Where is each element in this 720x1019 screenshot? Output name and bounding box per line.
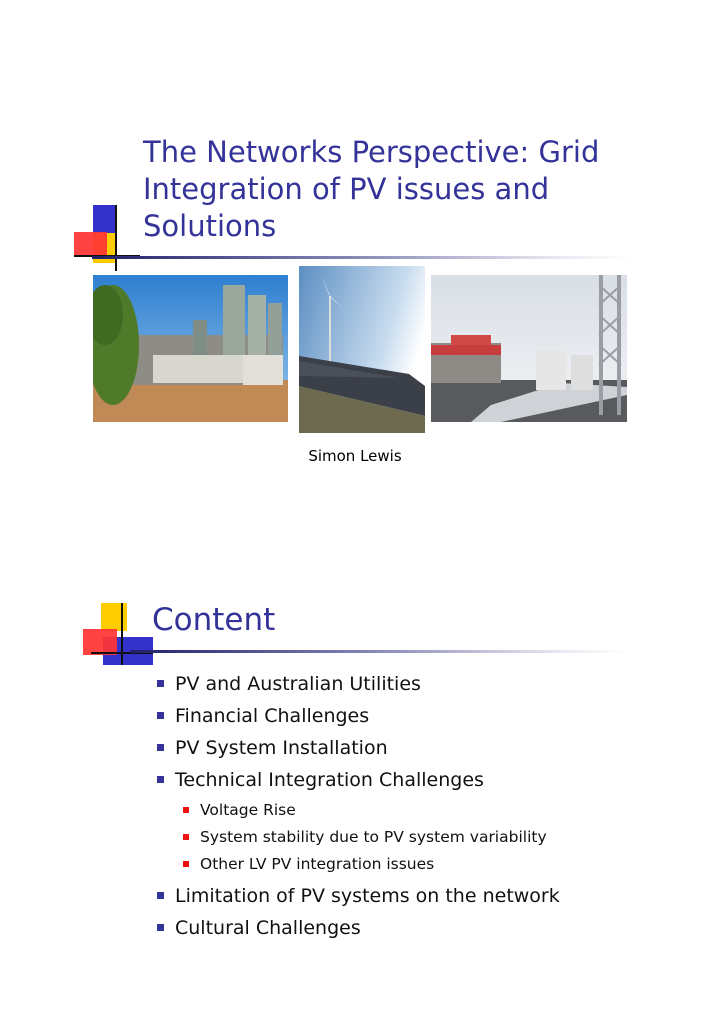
wind-turbine-solar-panels-photo — [299, 266, 425, 433]
list-item: PV and Australian Utilities — [157, 670, 677, 702]
title-divider — [130, 650, 630, 653]
slide-logo — [74, 205, 144, 271]
author-name: Simon Lewis — [308, 447, 402, 465]
sub-list-item: Other LV PV integration issues — [157, 852, 677, 879]
slide-logo — [83, 603, 153, 665]
substation-photo — [431, 275, 627, 422]
list-item: Technical Integration Challenges — [157, 766, 677, 798]
slide-title-line: Integration of PV issues and — [143, 172, 550, 206]
list-item: PV System Installation — [157, 734, 677, 766]
slide-title-line: The Networks Perspective: Grid — [143, 135, 600, 169]
content-title: Content — [152, 602, 276, 638]
sub-list-item: Voltage Rise — [157, 798, 677, 825]
sub-list-item: System stability due to PV system variability — [157, 825, 677, 852]
list-item: Financial Challenges — [157, 702, 677, 734]
content-list — [157, 670, 677, 946]
power-station-photo — [93, 275, 288, 422]
list-item: Limitation of PV systems on the network — [157, 882, 677, 914]
slide-title-line: Solutions — [143, 209, 277, 243]
list-item: Cultural Challenges — [157, 914, 677, 946]
title-divider — [92, 256, 632, 259]
slide-title — [143, 134, 613, 245]
